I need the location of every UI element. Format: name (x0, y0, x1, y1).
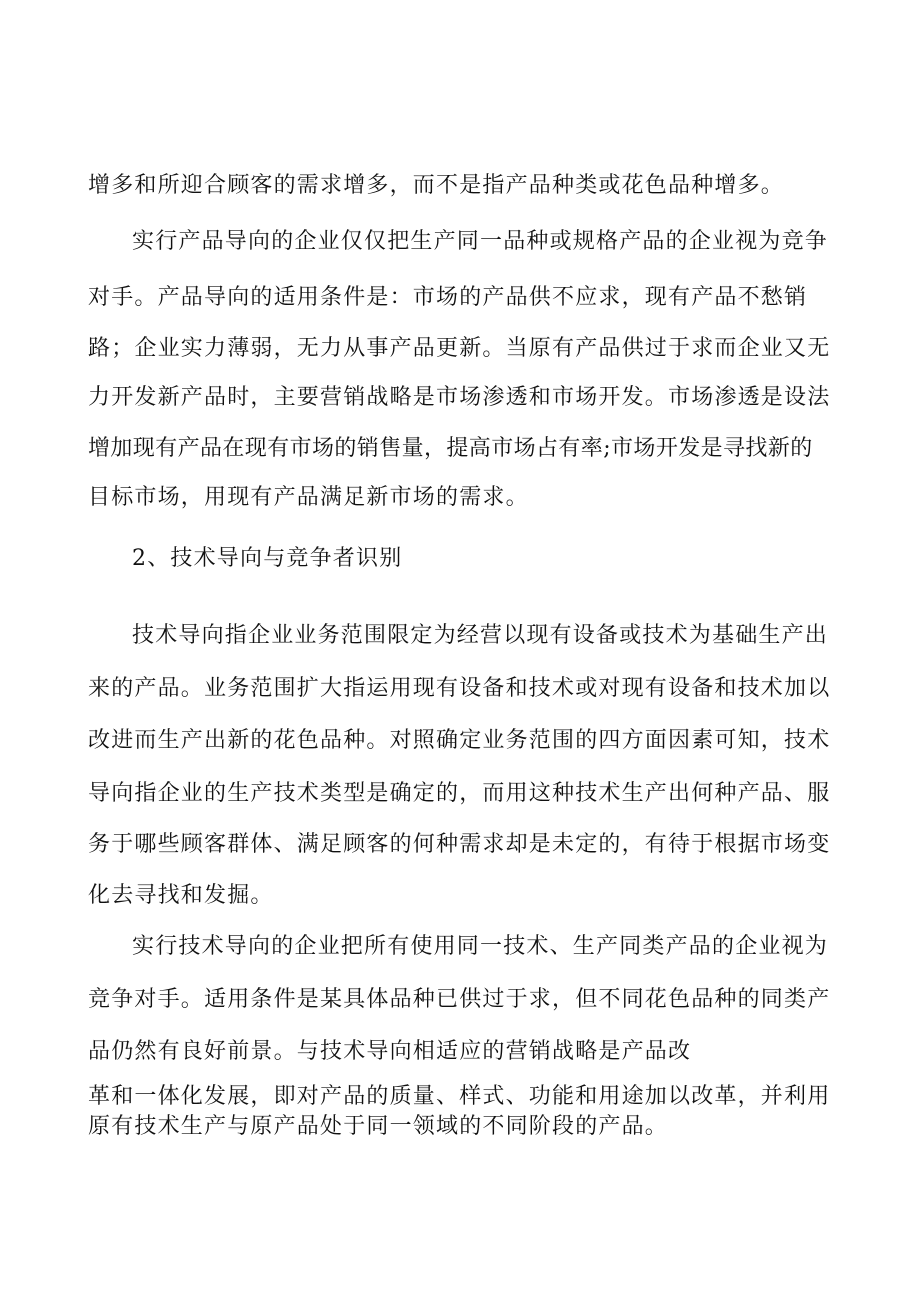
paragraph-line: 来的产品。业务范围扩大指运用现有设备和技术或对现有设备和技术加以 (88, 676, 831, 701)
paragraph-line: 务于哪些顾客群体、满足顾客的何种需求却是未定的，有待于根据市场变 (88, 832, 831, 857)
paragraph-line: 力开发新产品时，主要营销战略是市场渗透和市场开发。市场渗透是设法 (88, 385, 831, 410)
section-heading: 2、技术导向与竞争者识别 (132, 546, 403, 571)
paragraph-line: 对手。产品导向的适用条件是：市场的产品供不应求，现有产品不愁销 (88, 285, 808, 310)
paragraph-line: 目标市场，用现有产品满足新市场的需求。 (88, 485, 529, 510)
paragraph-line: 原有技术生产与原产品处于同一领域的不同阶段的产品。 (88, 1114, 669, 1139)
paragraph-line: 革和一体化发展，即对产品的质量、样式、功能和用途加以改革，并利用 (88, 1084, 831, 1109)
paragraph-line: 技术导向指企业业务范围限定为经营以现有设备或技术为基础生产出 (132, 623, 829, 648)
paragraph-line: 品仍然有良好前景。与技术导向相适应的营销战略是产品改 (88, 1039, 692, 1064)
paragraph-line: 增加现有产品在现有市场的销售量，提高市场占有率;市场开发是寻找新的 (88, 436, 813, 461)
paragraph-line: 化去寻找和发掘。 (88, 883, 274, 908)
paragraph-line: 竞争对手。适用条件是某具体品种已供过于求，但不同花色品种的同类产 (88, 987, 831, 1012)
paragraph-line: 实行技术导向的企业把所有使用同一技术、生产同类产品的企业视为 (132, 934, 829, 959)
paragraph-line: 导向指企业的生产技术类型是确定的，而用这种技术生产出何种产品、服 (88, 781, 831, 806)
paragraph-line: 改进而生产出新的花色品种。对照确定业务范围的四方面因素可知，技术 (88, 728, 831, 753)
paragraph-line: 增多和所迎合顾客的需求增多，而不是指产品种类或花色品种增多。 (88, 173, 785, 198)
paragraph-line: 实行产品导向的企业仅仅把生产同一品种或规格产品的企业视为竞争 (132, 229, 829, 254)
paragraph-line: 路；企业实力薄弱，无力从事产品更新。当原有产品供过于求而企业又无 (88, 336, 831, 361)
